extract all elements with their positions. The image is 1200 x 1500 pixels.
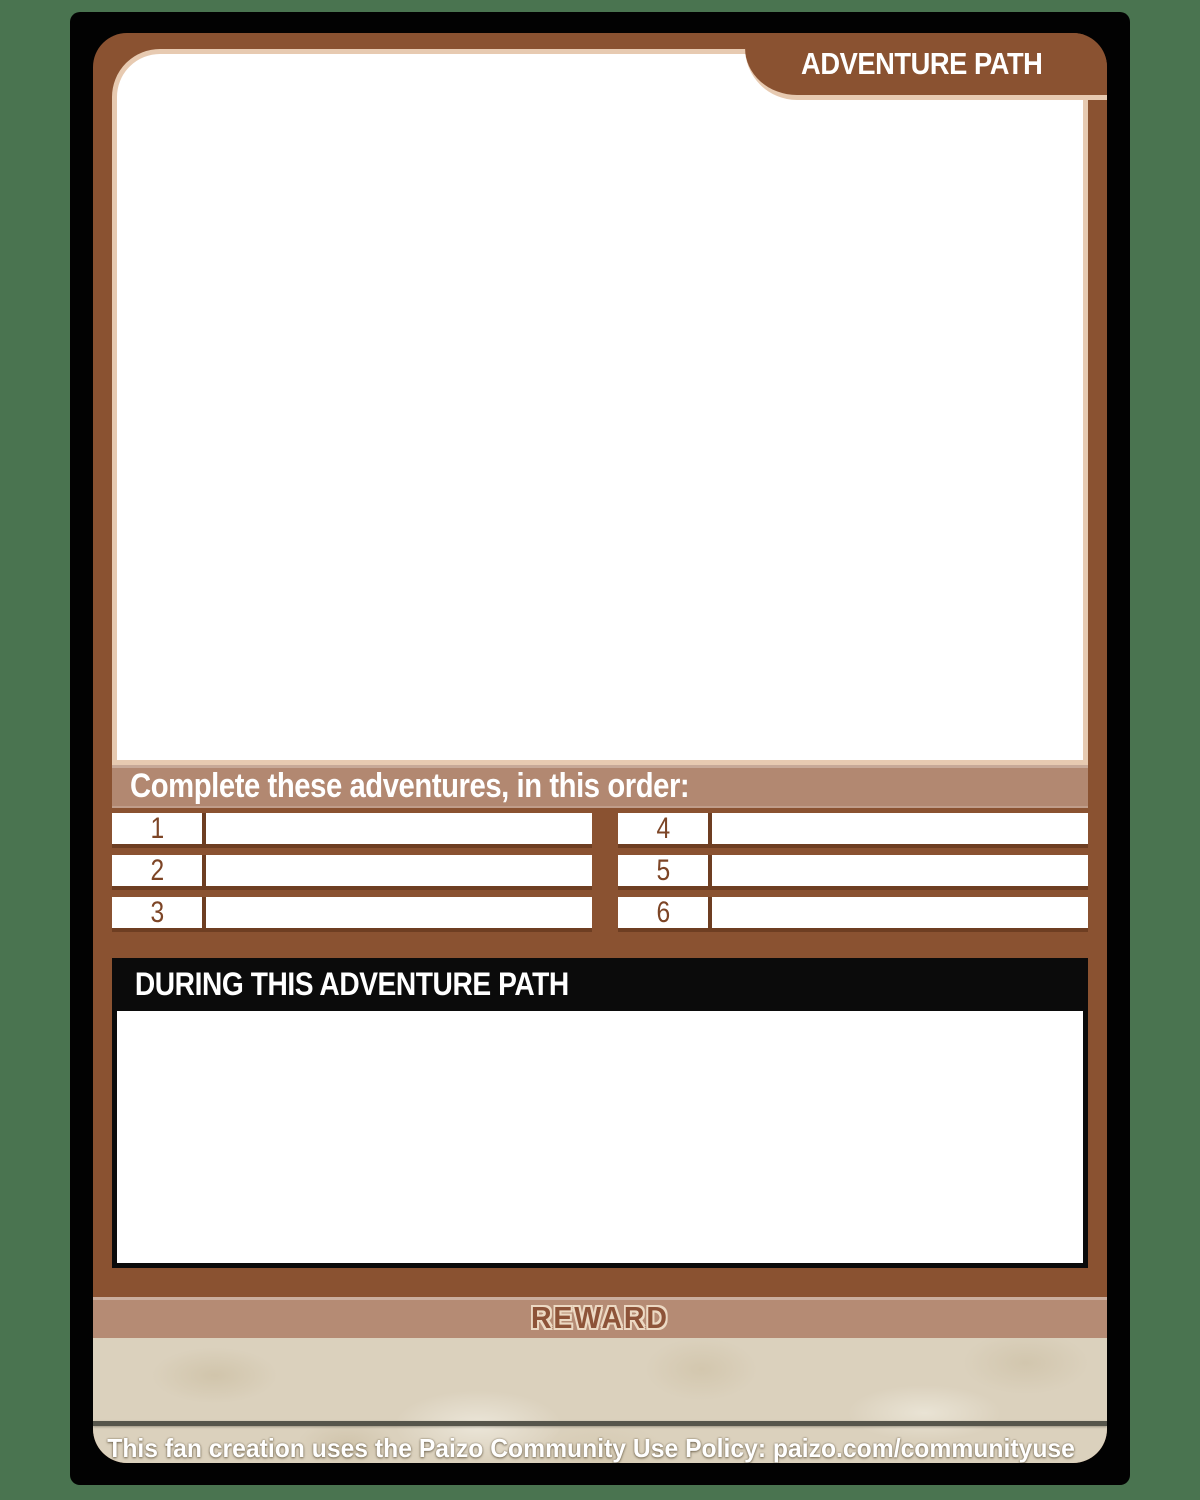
adventure-slot-fill-line-3[interactable]	[206, 897, 592, 928]
reward-body-fill-area[interactable]	[93, 1338, 1107, 1421]
art-area	[112, 49, 1088, 765]
adventure-slot-fill-line-2[interactable]	[206, 855, 592, 886]
footer-divider-line	[93, 1421, 1107, 1426]
card-type-tab	[745, 33, 1107, 100]
adventure-slot-row-2	[112, 855, 592, 890]
adventure-slot-fill-line-4[interactable]	[712, 813, 1088, 844]
adventure-slots-left-column	[112, 813, 592, 939]
adventure-slot-number	[112, 855, 206, 886]
slot-number-label: 5	[656, 853, 670, 887]
adventure-slot-fill-line-1[interactable]	[206, 813, 592, 844]
reward-heading-banner	[93, 1297, 1107, 1338]
adventure-slot-number	[618, 813, 712, 844]
slot-number-label: 2	[150, 853, 164, 887]
adventure-path-card	[93, 33, 1107, 1463]
adventure-slot-row-1	[112, 813, 592, 848]
adventures-heading-banner	[112, 765, 1088, 808]
adventure-slots-right-column	[618, 813, 1088, 939]
during-heading-banner	[112, 958, 1088, 1011]
adventure-slot-fill-line-5[interactable]	[712, 855, 1088, 886]
parchment-footer-area	[93, 1338, 1107, 1463]
slot-number-label: 1	[150, 811, 164, 845]
slot-number-label: 6	[656, 895, 670, 929]
adventure-slot-row-6	[618, 897, 1088, 932]
during-body-fill-area[interactable]	[112, 1011, 1088, 1268]
adventure-slot-number	[112, 897, 206, 928]
adventure-slot-number	[618, 855, 712, 886]
adventure-slot-number	[112, 813, 206, 844]
reward-heading-label: REWARD	[531, 1299, 669, 1335]
adventure-slot-fill-line-6[interactable]	[712, 897, 1088, 928]
community-use-notice	[93, 1433, 1107, 1463]
adventures-heading-label: Complete these adventures, in this order:	[130, 767, 690, 805]
adventure-slot-row-3	[112, 897, 592, 932]
adventure-slot-number	[618, 897, 712, 928]
community-use-text: This fan creation uses the Paizo Community Use Policy: paizo.com/communityuse	[107, 1433, 1075, 1463]
slot-number-label: 4	[656, 811, 670, 845]
adventure-slot-row-4	[618, 813, 1088, 848]
slot-number-label: 3	[150, 895, 164, 929]
adventure-slot-row-5	[618, 855, 1088, 890]
card-type-label: ADVENTURE PATH	[800, 46, 1043, 81]
during-heading-label: DURING THIS ADVENTURE PATH	[134, 966, 569, 1002]
